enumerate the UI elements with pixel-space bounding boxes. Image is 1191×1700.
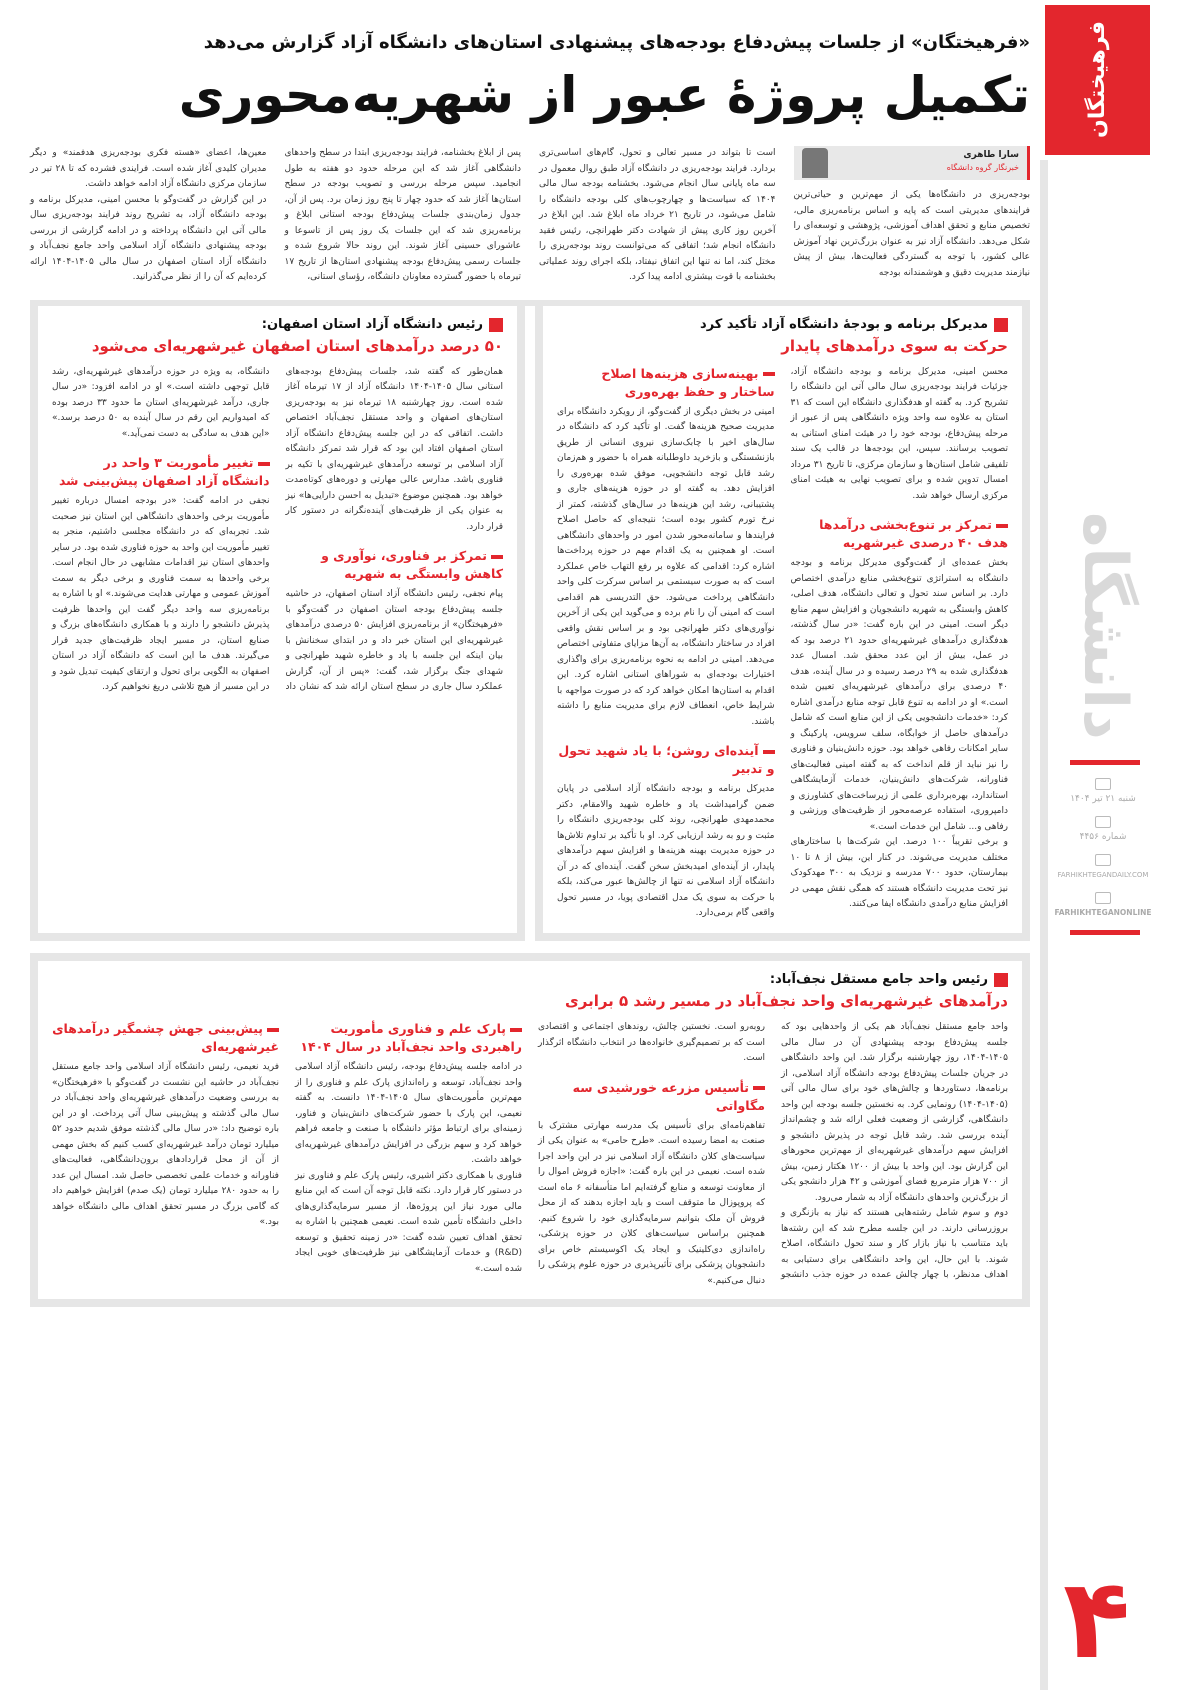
- main-content: [30, 30, 1030, 1307]
- paragraph: همان‌طور که گفته شد، جلسات پیش‌دفاع بودجه‌های استانی سال ۱۴۰۵-۱۴۰۴ دانشگاه آزاد از ۱۷ تیرماه آغاز شده است. روز چهارشنبه ۱۸ تیرماه نیز به بودجه‌ریزی استان‌های اصفهان و واحد مستقل نجف‌آباد اختصاص داشت. اتفاقی که در این جلسه پیش‌دفاع دانشگاه آزاد استان اصفهان افتاد این بود که قرار شد تمرکز دانشگاه آزاد اسلامی بر توسعه درآمدهای غیرشهریه‌ای با تکیه بر فناوری باشد. مدارس عالی مهارتی و دوره‌های کوتاه‌مدت خواهد بود. همچنین موضوع «تبدیل به احسن دارایی‌ها» نیز به عنوان یکی از ظرفیت‌های آینده‌نگرانه در دستور کار قرار دارد.: [285, 366, 503, 532]
- intro: [30, 146, 1030, 286]
- social-text: FARHIKHTEGANONLINE: [1054, 908, 1152, 917]
- subheading-text: تمرکز بر تنوع‌بخشی درآمدها هدف ۴۰ درصدی غیرشهریه: [819, 517, 1008, 550]
- page-number: ۴: [1063, 1555, 1131, 1683]
- subheading: [52, 454, 270, 490]
- subheading-text: تغییر مأموریت ۳ واحد در دانشگاه آزاد اصفهان پیش‌بینی شد: [58, 455, 270, 488]
- bullet-square-icon: [994, 318, 1008, 332]
- subheading-text: تأسیس مزرعه خورشیدی سه مگاواتی: [572, 1079, 765, 1113]
- dash-icon: [763, 750, 775, 754]
- issue-text: شماره ۴۴۵۶: [1079, 832, 1127, 842]
- article-body: [52, 1020, 1008, 1289]
- subheading-text: تمرکز بر فناوری، نوآوری و کاهش وابستگی به شهریه: [321, 548, 503, 581]
- section-title: حرکت به سوی درآمدهای پایدار: [781, 336, 1008, 355]
- date: [1048, 778, 1158, 805]
- subheading-text: پیش‌بینی جهش چشمگیر درآمدهای غیرشهریه‌ای: [52, 1021, 279, 1054]
- paragraph: است تا بتواند در مسیر تعالی و تحول، گام‌های اساسی‌تری بردارد. فرایند بودجه‌ریزی در دانشگاه آزاد طبق روال معمول در سه ماه پایانی سال انجام می‌شود. بخشنامه بودجه سال مالی ۱۴۰۴ که سیاست‌ها و چهارچوب‌های کلی بودجه دانشگاه را شامل می‌شود، در تاریخ ۲۱ خرداد ماه ابلاغ شد. این ابلاغ در آخرین روز کاری پیش از شهادت دکتر طهرانچی، رئیس فقید دانشگاه انجام شد؛ اتفاقی که می‌توانست روند بودجه‌ریزی را مختل کند، اما نه تنها این اتفاق نیفتاد، بلکه اجرای روند عملیاتی بخشنامه با قوت بیشتری ادامه پیدا کرد.: [539, 148, 776, 282]
- section-kicker: [557, 316, 1008, 334]
- subheading: [557, 742, 775, 778]
- author-box: [794, 146, 1031, 180]
- bullet-square-icon: [994, 973, 1008, 987]
- section-title: درآمدهای غیرشهریه‌ای واحد نجف‌آباد در مسیر رشد ۵ برابری: [564, 992, 1008, 1010]
- section-name: دانشگاه: [1070, 512, 1140, 740]
- paragraph: دوم و سوم شامل رشته‌هایی هستند که نیاز به بازنگری و بروزرسانی دارند. در این جلسه مطرح شد که این رشته‌ها باید متناسب با نیاز بازار کار و سند تحول دانشگاه، اصلاح شوند. با این حال، این واحد دانشگاهی برای دستیابی به اهداف مدنظر، با چهار چالش عمده در حوزه جذب دانشجو روبه‌رو است. نخستین چالش، روندهای اجتماعی و اقتصادی است که بر تصمیم‌گیری خانواده‌ها در انتخاب دانشگاه اثرگذار است.: [538, 1022, 1008, 1280]
- bullet-square-icon: [489, 318, 503, 332]
- paragraph: واحد جامع مستقل نجف‌آباد هم یکی از واحدهایی بود که جلسه پیش‌دفاع بودجه پیشنهادی آن در سال مالی ۱۴۰۵-۱۴۰۴، روز چهارشنبه برگزار شد. این واحد دانشگاهی در جریان جلسات پیش‌دفاع بودجه دانشگاه آزاد اسلامی، از برنامه‌ها، دستاوردها و چالش‌های خود برای سال مالی آتی (۱۴۰۵-۱۴۰۴) رونمایی کرد. به نخستین جلسه بودجه این واحد دانشگاهی، گزارشی از وضعیت فعلی ارائه شد و چشم‌انداز آینده بررسی شد. رشد قابل توجه در پذیرش دانشجو و افزایش سهم درآمدهای غیرشهریه‌ای از مهم‌ترین محورهای این گزارش بود. این واحد با بیش از ۱۲۰۰ هکتار زمین، بیش از ۷۰۰ هزار مترمربع فضای آموزشی و ۴۲ هزار دانشجو یکی از بزرگ‌ترین واحدهای دانشگاه آزاد به شمار می‌رود.: [781, 1022, 1008, 1203]
- author-name: سارا طاهری: [963, 150, 1019, 160]
- paragraph: بودجه‌ریزی در دانشگاه‌ها یکی از مهم‌ترین و حیاتی‌ترین فرایندهای مدیریتی است که پایه و اساس برنامه‌ریزی مالی، تخصیص منابع و تحقق اهداف آموزشی، پژوهشی و توسعه‌ای را شکل می‌دهد. دانشگاه آزاد نیز به عنوان بزرگ‌ترین نهاد آموزش عالی کشور، با توجه به گستردگی فعالیت‌ها، بیش از پیش نیازمند مدیریت دقیق و هوشمندانه بودجه: [793, 190, 1030, 278]
- paragraph: در این گزارش در گفت‌وگو با محسن امینی، مدیرکل برنامه و بودجه دانشگاه آزاد، به تشریح روند فرایند بودجه‌ریزی سال مالی آتی این دانشگاه پرداخته و در ادامه گزارشی از بررسی بودجه پیشنهادی دانشگاه آزاد اسلامی واحد جامع نجف‌آباد و دانشگاه آزاد استان اصفهان در سال مالی ۱۴۰۵-۱۴۰۴ ارائه کرده‌ایم که آن را از نظر می‌گذرانید.: [30, 194, 267, 282]
- divider: [1070, 930, 1140, 935]
- author-photo: [802, 148, 828, 178]
- browser-icon: [1095, 854, 1111, 866]
- page-title: تکمیل پروژۀ عبور از شهریه‌محوری: [178, 66, 1030, 124]
- paragraph: معین‌ها، اعضای «هسته فکری بودجه‌ریزی هدفمند» و دیگر مدیران کلیدی آغاز شده است. فرایندی فشرده که تا ۲۸ تیر در سازمان مرکزی دانشگاه آزاد ادامه خواهد داشت.: [30, 148, 267, 189]
- paragraph: پیام نجفی، رئیس دانشگاه آزاد استان اصفهان، در حاشیه جلسه پیش‌دفاع بودجه استان اصفهان در گفت‌وگو با «فرهیختگان» از برنامه‌ریزی افزایش ۵۰ درصدی درآمدهای غیرشهریه‌ای این استان خبر داد و در ابتدای سخنانش با بیان اینکه این جلسه با یاد و خاطره شهید طهرانچی و شهدای جنگ برگزار شد، گفت: «پس از آن، گزارش عملکرد سال جاری در سطح استان ارائه شد که نشان داد دانشگاه، به ویژه در حوزه درآمدهای غیرشهریه‌ای، رشد قابل توجهی داشته است.» او در ادامه افزود: «در سال جاری، درآمد غیرشهریه‌ای استان ما حدود ۳۳ درصد بوده که امیدواریم این رقم در سال آینده به ۵۰ درصد برسد.» «این هدف به سادگی به دست نمی‌آید.»: [52, 366, 504, 692]
- divider: [1070, 760, 1140, 765]
- dash-icon: [510, 1028, 522, 1032]
- article-isfahan: [30, 306, 525, 942]
- sidebar: [1040, 160, 1150, 1690]
- headline-kicker: «فرهیختگان» از جلسات پیش‌دفاع بودجه‌های پیشنهادی استان‌های دانشگاه آزاد گزارش می‌دهد: [203, 32, 1030, 53]
- section-kicker: [52, 971, 1008, 989]
- paragraph: بخش عمده‌ای از گفت‌وگوی مدیرکل برنامه و بودجه دانشگاه به استراتژی تنوع‌بخشی منابع درآمدی اختصاص دارد. بر اساس سند تحول و تعالی دانشگاه، هدف اصلی، کاهش وابستگی به شهریه دانشجویان و افزایش سهم منابع دیگر است. امینی در این باره گفت: «در سال گذشته، هدفگذاری درآمدهای غیرشهریه‌ای حدود ۲۱ درصد بود که در عمل، بیش از این عدد محقق شد. امسال عدد هدفگذاری شده به ۲۹ درصد رسیده و در سال آینده، هدف ۴۰ درصدی برای درآمدهای غیرشهریه‌ای تعیین شده است.» او در ادامه به تنوع قابل توجه منابع درآمدی اشاره کرد: «خدمات دانشجویی یکی از این منابع است که شامل درآمدهای حاصل از خوابگاه، سلف سرویس، پارکینگ و سایر امکانات رفاهی خواهد بود. حوزه دانش‌بنیان و فناوری را نیز نباید از قلم انداخت که به گفته امینی فعالیت‌های فناورانه، شرکت‌های دانش‌بنیان، خدمات آزمایشگاهی استاندارد، بهره‌برداری علمی از زیرساخت‌های کشاورزی و دامپروری، استفاده عرصه‌محور از ظرفیت‌های ورزشی و رفاهی و... شامل این خدمات است.»: [790, 558, 1008, 832]
- calendar-icon: [1095, 778, 1111, 790]
- paragraph: فرید نعیمی، رئیس دانشگاه آزاد اسلامی واحد جامع مستقل نجف‌آباد در حاشیه این نشست در گفت‌وگو با «فرهیختگان» به بررسی وضعیت درآمدهای غیرشهریه‌ای واحد نجف‌آباد در سال مالی گذشته و پیش‌بینی سال آتی پرداخت. او در این باره توضیح داد: «در سال مالی گذشته موفق شدیم حدود ۵۲ میلیارد تومان درآمد غیرشهریه‌ای کسب کنیم که بخش مهمی از آن از محل قراردادهای برون‌دانشگاهی، فعالیت‌های فناورانه و خدمات علمی تخصصی حاصل شد. امسال این عدد را به حدود ۲۸۰ میلیارد تومان (یک صدم) افزایش خواهیم داد که گامی بزرگ در مسیر تحقق اهداف مالی دانشگاه خواهد بود.»: [52, 1062, 279, 1227]
- paragraph: امینی در بخش دیگری از گفت‌وگو، از رویکرد دانشگاه برای مدیریت صحیح هزینه‌ها گفت. او تأکید کرد که دانشگاه در سال‌های اخیر با چابک‌سازی نیروی انسانی از طریق بازنشستگی و بازخرید داوطلبانه همراه با حضور و هم‌زمان رشد قابل توجه دانشجویی، موفق شده بهره‌وری را افزایش دهد. به گفته او در حوزه هزینه‌های جاری و پشتیبانی، رشد این هزینه‌ها در سال‌های گذشته، کمتر از نرخ تورم کشور بوده است؛ نتیجه‌ای که حاصل اصلاح فرایندها و سامانه‌محور شدن امور در واحدهای دانشگاهی است. او همچنین به یک اقدام مهم در حوزه پرداخت‌ها اشاره کرد: اقدامی که علاوه بر رفع التهاب خاص عملکرد است که به صورت سیستمی بر اساس سرکرت کلی واحد دانشگاهی پرداخت می‌شود. حق التدریسی هم اقدامی است که امینی آن را نام برده و می‌گوید این یکی از آخرین نوآوری‌های دکتر طهرانچی بود و بر اساس نقش واقعی افراد در ساختار دانشگاه، به آن‌ها مزایای متفاوتی اختصاص می‌دهد. امینی در ادامه به نحوه برنامه‌ریزی برای واگذاری اختیارات بودجه‌ای به شوراهای استانی اشاره کرد. این اقدام به استان‌ها امکان خواهد کرد که در صورت مواجهه با شرایط خاص، انعطاف لازم برای مدیریت منابع را داشته باشند.: [557, 406, 775, 727]
- article-najafabad: [30, 953, 1030, 1307]
- dash-icon: [258, 462, 270, 466]
- subheading: [557, 365, 775, 401]
- intro-column-4: [30, 146, 267, 286]
- author-role: خبرنگار گروه دانشگاه: [946, 163, 1019, 172]
- article-budget-director: [535, 306, 1030, 942]
- articles-row: [30, 306, 1030, 942]
- paragraph: تفاهم‌نامه‌ای برای تأسیس یک مدرسه مهارتی مشترک با صنعت به امضا رسیده است. «طرح حامی» به عنوان یکی از سیاست‌های کلان دانشگاه آزاد اسلامی نیز در این واحد اجرا شده است. نعیمی در این باره گفت: «اجازه فروش اموال را از معاونت توسعه و منابع گرفته‌ایم اما متأسفانه ۶ ماه است که پروپوزال ما متوقف است و باید اجازه بدهند که از محل فروش آن ملک بتوانیم سرمایه‌گذاری خود را شروع کنیم. همچنین براساس سیاست‌های کلان در حوزه پزشکی، راه‌اندازی دی‌کلینیک و ایجاد یک اکوسیستم خاص برای دانشجویان پزشکی برای تأثیرپذیری در حوزه علوم پزشکی را دنبال می‌کنیم.»: [538, 1120, 765, 1286]
- article-body: [557, 365, 1008, 924]
- paragraph: و برخی تقریباً ۱۰۰ درصد. این شرکت‌ها با ساختارهای مختلف مدیریت می‌شوند. در کنار این، بیش از ۸ تا ۱۰ بیمارستان، حدود ۷۰۰ مدرسه و نزدیک به ۳۰۰ مهدکودک نیز تحت مدیریت دانشگاه هستند که همگی نقش مهمی در افزایش منابع درآمدی دانشگاه ایفا می‌کنند.: [790, 837, 1009, 909]
- intro-column-1: [794, 146, 1031, 286]
- subheading: [286, 547, 504, 583]
- social-link[interactable]: [1048, 892, 1158, 919]
- dash-icon: [491, 555, 503, 559]
- dash-icon: [753, 1086, 765, 1090]
- subheading: [791, 516, 1009, 552]
- paragraph: نجفی در ادامه گفت: «در بودجه امسال درباره تغییر مأموریت برخی واحدهای دانشگاهی این استان نیز صحبت شد. تجربه‌ای که در دانشگاه مجلسی داشتیم، منجر به تغییر مأموریت این واحد به حوزه فناوری شده بود. در سایر واحدهای استان نیز اقدامات مشابهی در حال انجام است. برخی واحدها به سمت فناوری و برخی دیگر به سمت آموزش عمومی و مهارتی هدایت می‌شوند.» او با اشاره به برنامه‌ریزی سه واحد دیگر گفت این واحدها ظرفیت پذیرش دانشجو را دارند و با همکاری دانشگاه‌های بزرگ و صنایع استان، در مسیر ایجاد ظرفیت‌های جدید قرار می‌گیرند. هدف ما این است که دانشگاه آزاد در استان اصفهان به الگویی برای تحول و ارتقای کیفیت تبدیل شود و در این مسیر از هیچ تلاشی دریغ نخواهیم کرد.: [52, 496, 270, 692]
- dash-icon: [996, 524, 1008, 528]
- newspaper-icon: [1095, 816, 1111, 828]
- article-body: [52, 365, 503, 696]
- date-text: شنبه ۲۱ تیر ۱۴۰۴: [1070, 794, 1136, 804]
- newspaper-logo: فرهیختگان: [1045, 5, 1150, 155]
- section-kicker: [52, 316, 503, 334]
- intro-column-3: [285, 146, 522, 286]
- section-title: ۵۰ درصد درآمدهای استان اصفهان غیرشهریه‌ای می‌شود: [91, 336, 503, 355]
- paragraph: پس از ابلاغ بخشنامه، فرایند بودجه‌ریزی ابتدا در سطح واحدهای دانشگاهی آغاز شد که این مرحله حدود دو هفته به طول انجامید. سپس مرحله بررسی و تصویب بودجه در سطح استان‌ها آغاز شد که حدود چهار تا پنج روز زمان برد. پس از آن، جدول زمان‌بندی جلسات پیش‌دفاع بودجه استانی ابلاغ و برنامه‌ریزی شد که این جلسات یک روز پس از تاسوعا و عاشورای حسینی آغاز شوند. این روند حالا شروع شده و جلسات رسمی پیش‌دفاع بودجه پیشنهادی استان‌ها از تاریخ ۱۷ تیرماه با حضور گسترده معاونان دانشگاه، رؤسای استانی،: [284, 148, 521, 282]
- kicker-text: رئیس واحد جامع مستقل نجف‌آباد:: [769, 972, 988, 987]
- kicker-text: رئیس دانشگاه آزاد استان اصفهان:: [261, 316, 483, 332]
- paragraph: محسن امینی، مدیرکل برنامه و بودجه دانشگاه آزاد، جزئیات فرایند بودجه‌ریزی سال مالی آتی این دانشگاه را تشریح کرد. به گفته او هدفگذاری دانشگاه این است که ۳۱ استان به علاوه سه واحد ویژه دانشگاهی پس از عبور از مرحله پیش‌دفاع، بودجه خود را در هیئت امنای استانی به تصویب برسانند. سپس، این بودجه‌ها در قالب یک سند تلفیقی شامل استان‌ها و سازمان مرکزی، تا تاریخ ۳۱ مرداد امسال تدوین شده و برای تصویب نهایی به هیئت امنای مرکزی ارسال خواهد شد.: [790, 366, 1008, 501]
- issue-number: [1048, 816, 1158, 843]
- subheading-text: بهینه‌سازی هزینه‌ها اصلاح ساختار و حفظ بهره‌وری: [601, 365, 775, 399]
- subheading-text: آینده‌ای روشن؛ با یاد شهید تحول و تدبیر: [558, 743, 775, 776]
- dash-icon: [763, 372, 775, 376]
- website-link[interactable]: [1048, 854, 1158, 881]
- kicker-text: مدیرکل برنامه و بودجۀ دانشگاه آزاد تأکید کرد: [700, 316, 988, 332]
- paragraph: مدیرکل برنامه و بودجه دانشگاه آزاد اسلامی در پایان ضمن گرامیداشت یاد و خاطره شهید والامقام، دکتر محمدمهدی طهرانچی، روند کلی بودجه‌ریزی دانشگاه را مثبت و رو به رشد ارزیابی کرد. او با تأکید بر تداوم تلاش‌ها در حوزه مدیریت بهینه هزینه‌ها و افزایش سهم درآمدهای پایدار، از آینده‌ای امیدبخش سخن گفت. آینده‌ای که در آن دانشگاه آزاد اسلامی نه تنها از چالش‌ها عبور می‌کند، بلکه با حرکت به سوی یک مدل اقتصادی پویا، در مسیر تحول واقعی گام برمی‌دارد.: [557, 784, 775, 918]
- website-text: FARHIKHTEGANDAILY.COM: [1057, 871, 1149, 879]
- subheading-text: پارک علم و فناوری مأموریت راهبردی واحد نجف‌آباد در سال ۱۴۰۴: [300, 1021, 522, 1054]
- paragraph: فناوری با همکاری دکتر اشیری، رئیس پارک علم و فناوری نیز در دستور کار قرار دارد. نکته قابل توجه آن است که این منابع مالی مورد نیاز این پروژه‌ها، از مسیر سرمایه‌گذاری‌های داخلی دانشگاه تأمین شده است. نعیمی همچنین با اشاره به تحقق اهداف تعیین شده گفت: «در زمینه تحقیق و توسعه (R&D) و خدمات آزمایشگاهی نیز ظرفیت‌های خوبی ایجاد شده است.»: [295, 1170, 522, 1274]
- paragraph: در ادامه جلسه پیش‌دفاع بودجه، رئیس دانشگاه آزاد اسلامی واحد نجف‌آباد، توسعه و راه‌اندازی پارک علم و فناوری را از مهم‌ترین مأموریت‌های سال ۱۴۰۵-۱۴۰۴ دانست. به گفته نعیمی، این پارک با حضور شرکت‌های دانش‌بنیان و فناور، زمینه‌ای برای ارتباط مؤثر دانشگاه با صنعت و جامعه فراهم خواهد کرد و سهم بزرگی در افزایش درآمدهای غیرشهریه‌ای خواهد داشت.: [295, 1062, 522, 1165]
- subheading: [52, 1020, 279, 1056]
- intro-column-2: [539, 146, 776, 286]
- dash-icon: [267, 1028, 279, 1032]
- social-icon: [1095, 892, 1111, 904]
- subheading: [538, 1079, 765, 1115]
- subheading: [295, 1020, 522, 1056]
